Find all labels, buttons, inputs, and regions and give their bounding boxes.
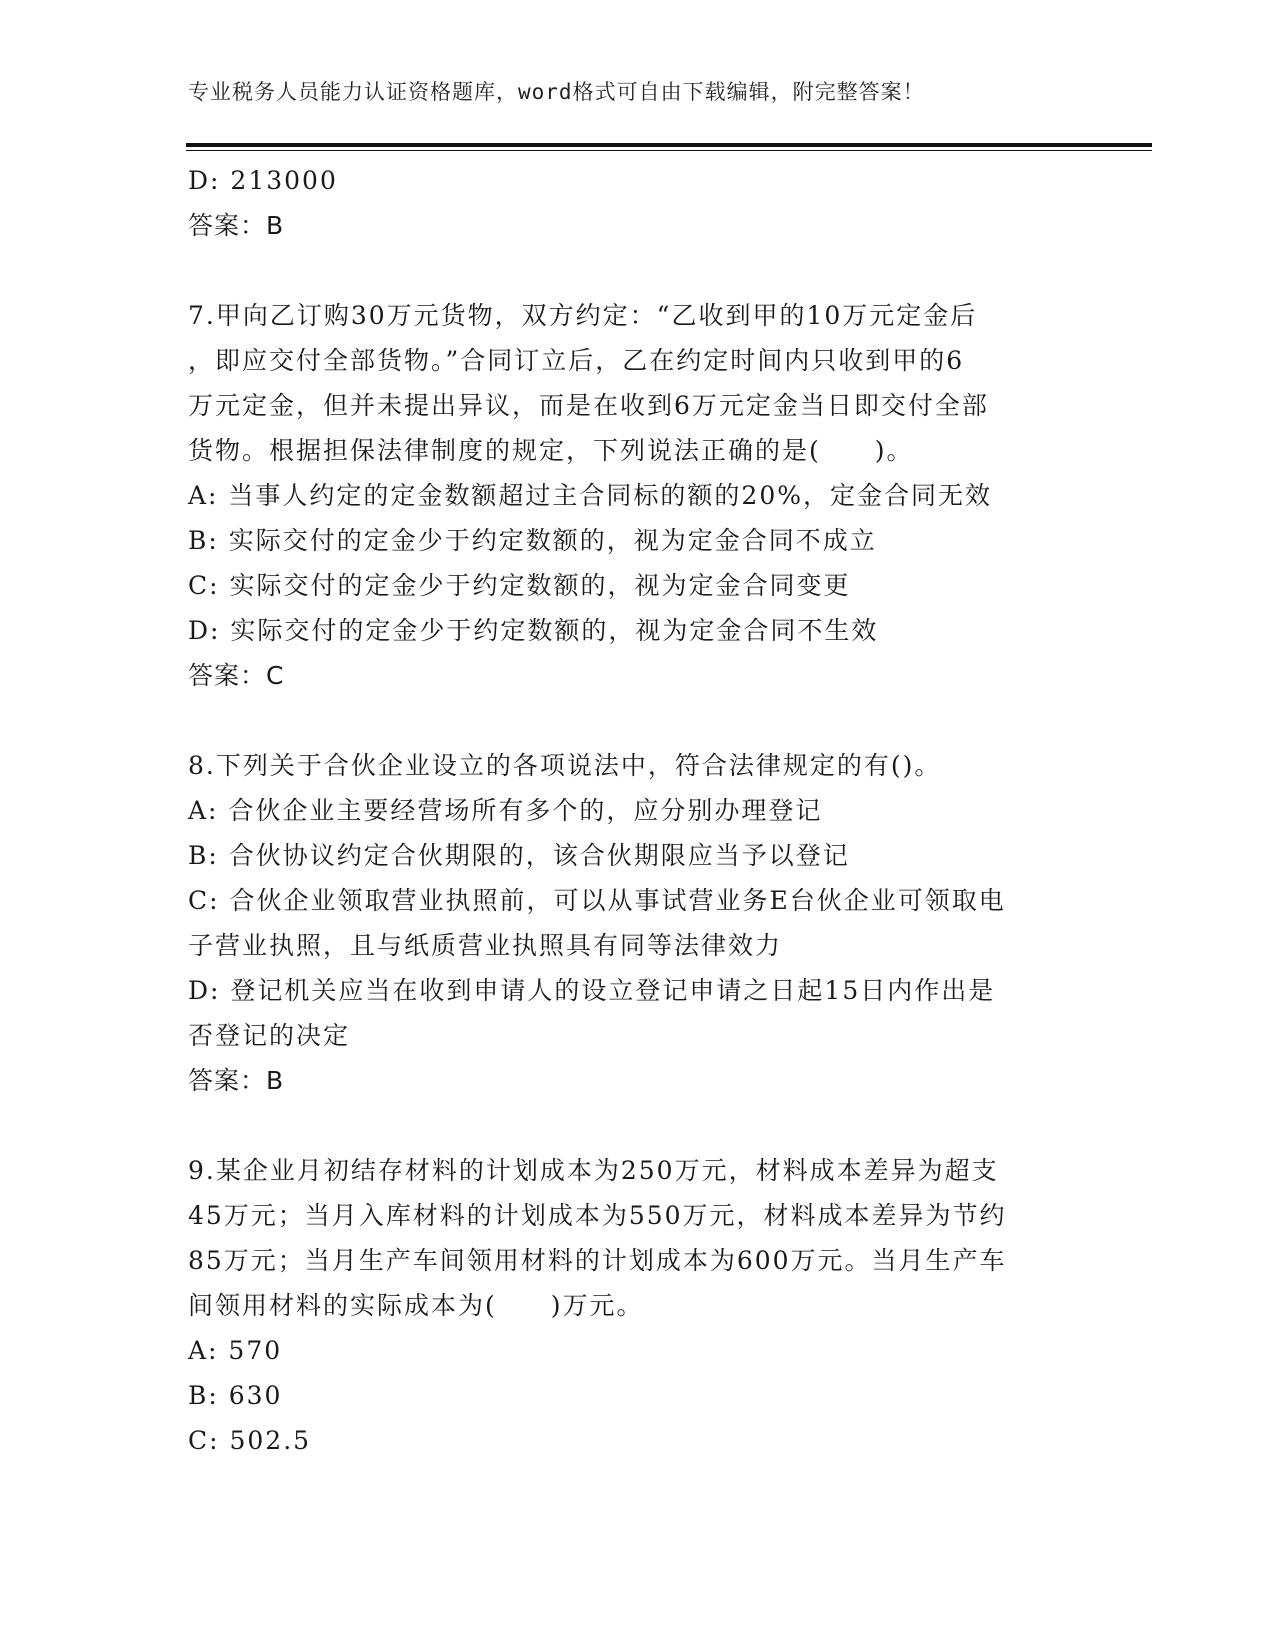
- q7-stem-line: ，即应交付全部货物。”合同订立后，乙在约定时间内只收到甲的6: [188, 346, 965, 375]
- q9-option-c: C: 502.5: [188, 1426, 312, 1455]
- spacer: [188, 698, 1088, 743]
- q8-option-d: D: 登记机关应当在收到申请人的设立登记申请之日起15日内作出是: [188, 976, 996, 1005]
- q8-answer: 答案：B: [188, 1066, 285, 1095]
- question-9: [188, 1148, 1088, 1463]
- question-8: [188, 743, 1088, 1103]
- header-rule: [186, 143, 1152, 147]
- spacer: [188, 1103, 1088, 1148]
- q7-answer: 答案：C: [188, 661, 285, 690]
- q9-stem-line: 9.某企业月初结存材料的计划成本为250万元，材料成本差异为超支: [188, 1156, 999, 1185]
- q7-option-c: C: 实际交付的定金少于约定数额的，视为定金合同变更: [188, 571, 851, 600]
- q9-option-b: B: 630: [188, 1381, 283, 1410]
- q7-option-d: D: 实际交付的定金少于约定数额的，视为定金合同不生效: [188, 616, 879, 645]
- q7-option-a: A: 当事人约定的定金数额超过主合同标的额的20%，定金合同无效: [188, 481, 992, 510]
- q8-option-c-cont: 子营业执照，且与纸质营业执照具有同等法律效力: [188, 931, 783, 960]
- q8-stem-line: 8.下列关于合伙企业设立的各项说法中，符合法律规定的有()。: [188, 751, 942, 780]
- spacer: [188, 248, 1088, 293]
- q7-stem-line: 万元定金，但并未提出异议，而是在收到6万元定金当日即交付全部: [188, 391, 989, 420]
- q7-stem-line: 7.甲向乙订购30万元货物，双方约定：“乙收到甲的10万元定金后: [188, 301, 978, 330]
- q9-stem-line: 45万元；当月入库材料的计划成本为550万元，材料成本差异为节约: [188, 1201, 1007, 1230]
- header-rule-thin: [186, 150, 1152, 151]
- q8-option-a: A: 合伙企业主要经营场所有多个的，应分别办理登记: [188, 796, 823, 825]
- question-7: [188, 293, 1088, 698]
- q8-option-d-cont: 否登记的决定: [188, 1021, 351, 1050]
- q9-stem-line: 85万元；当月生产车间领用材料的计划成本为600万元。当月生产车: [188, 1246, 1007, 1275]
- q6-option-d: D: 213000: [188, 166, 338, 195]
- document-body: [188, 158, 1088, 1463]
- q9-option-a: A: 570: [188, 1336, 283, 1365]
- page-header: 专业税务人员能力认证资格题库，word格式可自由下载编辑，附完整答案！: [188, 80, 925, 104]
- q9-stem-line: 间领用材料的实际成本为( )万元。: [188, 1291, 644, 1320]
- q8-option-b: B: 合伙协议约定合伙期限的，该合伙期限应当予以登记: [188, 841, 850, 870]
- q7-stem-line: 货物。根据担保法律制度的规定，下列说法正确的是( )。: [188, 436, 914, 465]
- q8-option-c: C: 合伙企业领取营业执照前，可以从事试营业务E台伙企业可领取电: [188, 886, 1006, 915]
- q6-answer: 答案：B: [188, 211, 285, 240]
- q7-option-b: B: 实际交付的定金少于约定数额的，视为定金合同不成立: [188, 526, 877, 555]
